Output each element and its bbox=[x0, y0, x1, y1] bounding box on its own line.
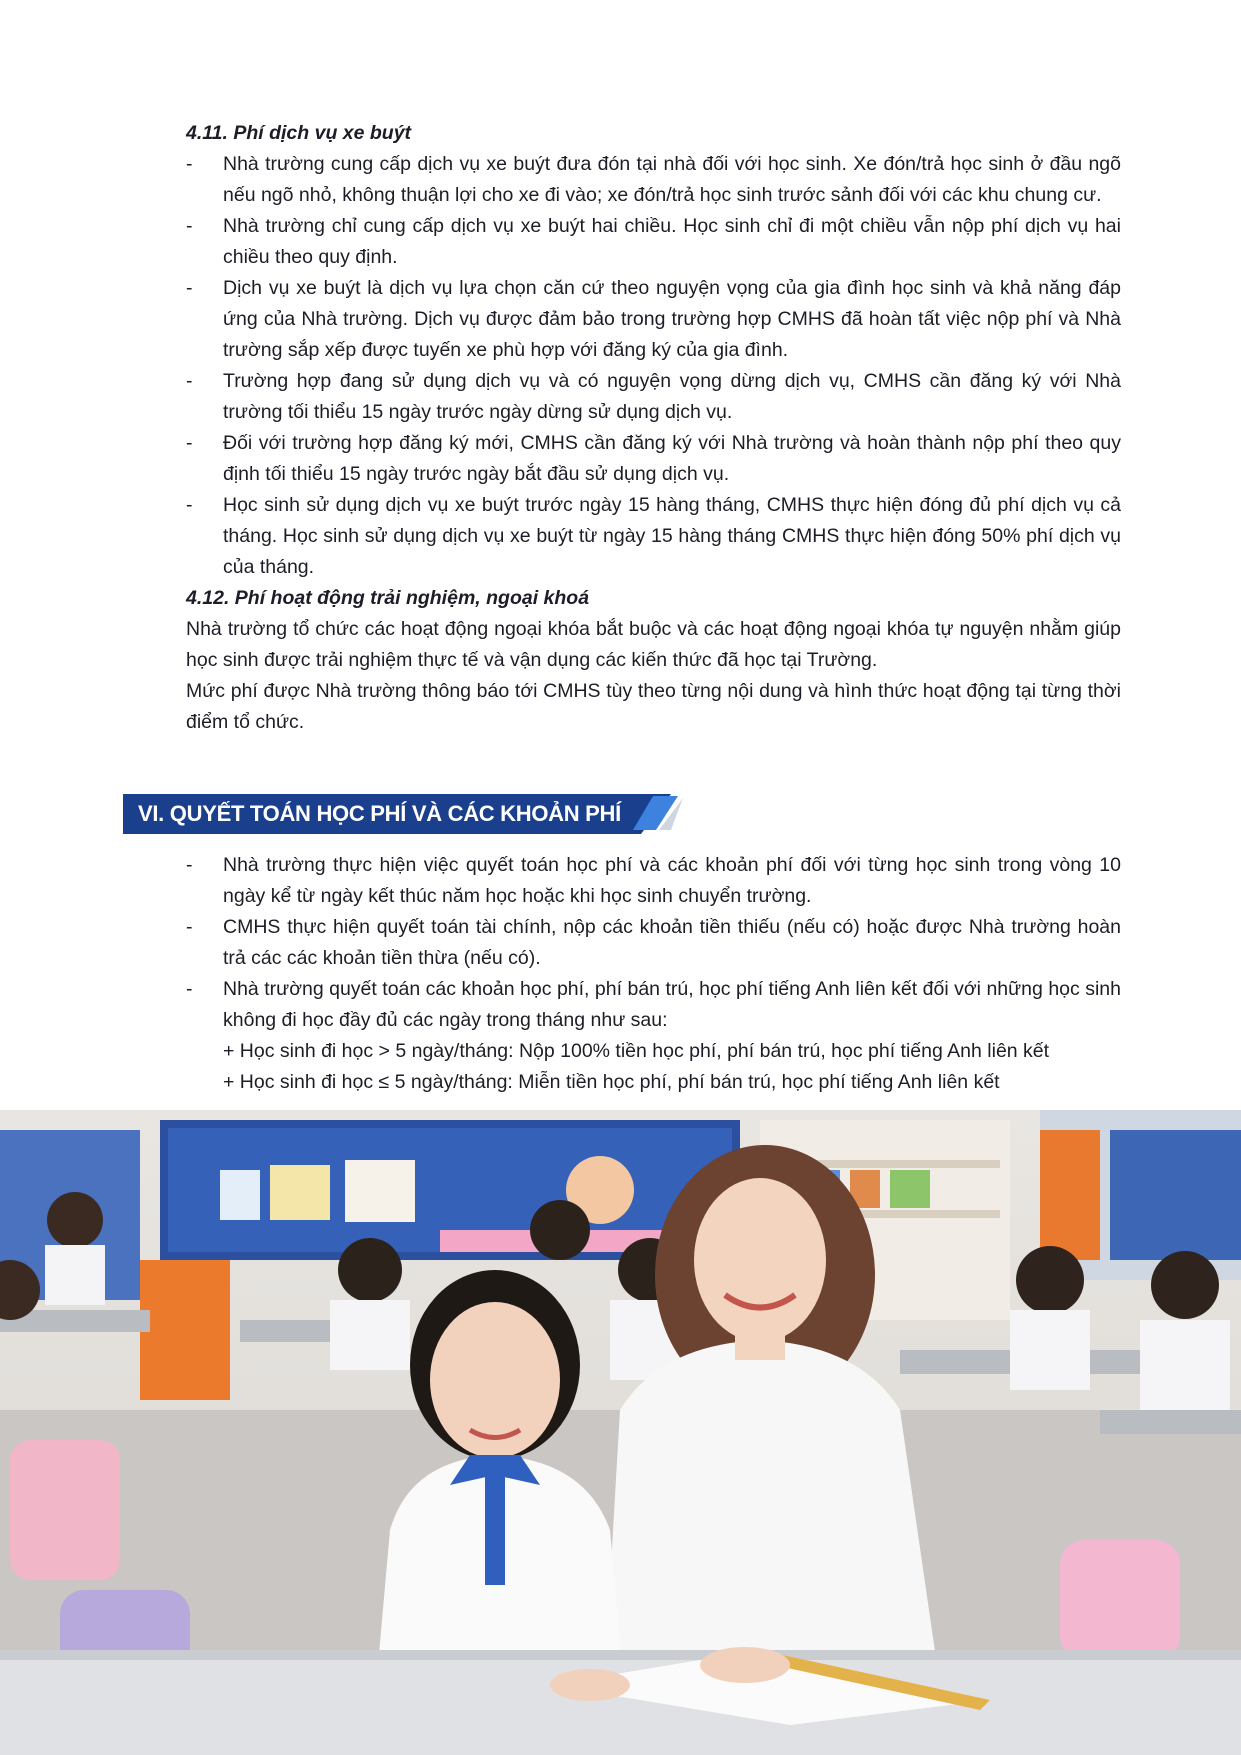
sub-item: + Học sinh đi học > 5 ngày/tháng: Nộp 100% tiền học phí, phí bán trú, học phí tiếng Anh liên kết bbox=[223, 1040, 1050, 1062]
settlement-list bbox=[186, 850, 1121, 1036]
bullet-dash: - bbox=[186, 153, 193, 175]
section-banner bbox=[123, 794, 683, 836]
sub-item: + Học sinh đi học ≤ 5 ngày/tháng: Miễn tiền học phí, phí bán trú, học phí tiếng Anh liên kết bbox=[223, 1071, 1000, 1093]
classroom-illustration bbox=[0, 1110, 1241, 1755]
list-item-text: Dịch vụ xe buýt là dịch vụ lựa chọn căn cứ theo nguyện vọng của gia đình học sinh và khả năng đáp ứng của Nhà trường. Dịch vụ được đảm bảo trong trường hợp CMHS đã hoàn tất việc nộp phí và Nhà trường sắp xếp được tuyến xe phù hợp với đăng ký của gia đình. bbox=[223, 277, 1121, 361]
subsection-title-411: 4.11. Phí dịch vụ xe buýt bbox=[186, 122, 412, 144]
bullet-dash: - bbox=[186, 854, 193, 876]
list-item bbox=[186, 974, 1121, 1036]
fee-section-vi bbox=[186, 850, 1121, 1098]
list-item-text: Học sinh sử dụng dịch vụ xe buýt trước ngày 15 hàng tháng, CMHS thực hiện đóng đủ phí dịch vụ cả tháng. Học sinh sử dụng dịch vụ xe buýt từ ngày 15 hàng tháng CMHS thực hiện đóng 50% phí dịch vụ của tháng. bbox=[223, 494, 1121, 578]
list-item bbox=[186, 273, 1121, 366]
list-item bbox=[186, 366, 1121, 428]
bullet-dash: - bbox=[186, 916, 193, 938]
section-title: VI. QUYẾT TOÁN HỌC PHÍ VÀ CÁC KHOẢN PHÍ bbox=[138, 801, 621, 826]
list-item-text: Đối với trường hợp đăng ký mới, CMHS cần đăng ký với Nhà trường và hoàn thành nộp phí theo quy định tối thiểu 15 ngày trước ngày bắt đầu sử dụng dịch vụ. bbox=[223, 432, 1121, 485]
bullet-dash: - bbox=[186, 215, 193, 237]
bullet-dash: - bbox=[186, 494, 193, 516]
list-item-text: Nhà trường thực hiện việc quyết toán học phí và các khoản phí đối với từng học sinh trong vòng 10 ngày kể từ ngày kết thúc năm học hoặc khi học sinh chuyển trường. bbox=[223, 854, 1121, 907]
list-item-text: Nhà trường chỉ cung cấp dịch vụ xe buýt hai chiều. Học sinh chỉ đi một chiều vẫn nộp phí dịch vụ hai chiều theo quy định. bbox=[223, 215, 1121, 268]
classroom-photo bbox=[0, 1110, 1241, 1755]
bullet-dash: - bbox=[186, 978, 193, 1000]
bullet-dash: - bbox=[186, 432, 193, 454]
list-item bbox=[186, 912, 1121, 974]
list-item bbox=[186, 850, 1121, 912]
list-item-text: Nhà trường cung cấp dịch vụ xe buýt đưa đón tại nhà đối với học sinh. Xe đón/trả học sinh ở đầu ngõ nếu ngõ nhỏ, không thuận lợi cho xe đi vào; xe đón/trả học sinh trước sảnh đối với các khu chung cư. bbox=[223, 153, 1121, 206]
list-item-text: Trường hợp đang sử dụng dịch vụ và có nguyện vọng dừng dịch vụ, CMHS cần đăng ký với Nhà trường tối thiểu 15 ngày trước ngày dừng sử dụng dịch vụ. bbox=[223, 370, 1121, 423]
bullet-dash: - bbox=[186, 370, 193, 392]
fee-section-411-412 bbox=[186, 118, 1121, 738]
list-item bbox=[186, 490, 1121, 583]
list-item-text: CMHS thực hiện quyết toán tài chính, nộp các khoản tiền thiếu (nếu có) hoặc được Nhà trường hoàn trả các các khoản tiền thừa (nếu có). bbox=[223, 916, 1121, 969]
list-item bbox=[186, 149, 1121, 211]
list-item bbox=[186, 211, 1121, 273]
subsection-title-412: 4.12. Phí hoạt động trải nghiệm, ngoại khoá bbox=[186, 587, 590, 609]
list-item-text: Nhà trường quyết toán các khoản học phí, phí bán trú, học phí tiếng Anh liên kết đối với những học sinh không đi học đầy đủ các ngày trong tháng như sau: bbox=[223, 978, 1121, 1031]
paragraph: Nhà trường tổ chức các hoạt động ngoại khóa bắt buộc và các hoạt động ngoại khóa tự nguyện nhằm giúp học sinh được trải nghiệm thực tế và vận dụng các kiến thức đã học tại Trường. bbox=[186, 618, 1121, 671]
list-item bbox=[186, 428, 1121, 490]
paragraph: Mức phí được Nhà trường thông báo tới CMHS tùy theo từng nội dung và hình thức hoạt động tại từng thời điểm tổ chức. bbox=[186, 680, 1121, 733]
bus-fee-list bbox=[186, 149, 1121, 583]
bullet-dash: - bbox=[186, 277, 193, 299]
